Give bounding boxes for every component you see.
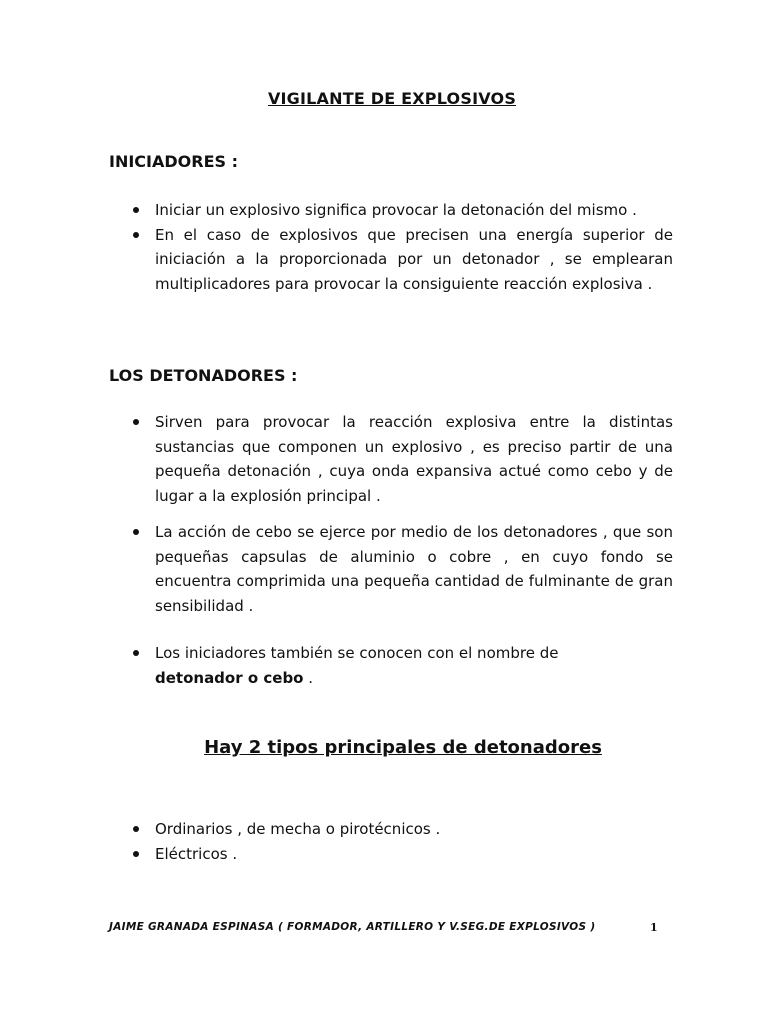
page-number: 1 [650,921,658,934]
bullet-icon [133,650,139,656]
list-item [127,641,673,690]
list-item [127,817,673,842]
list-detonadores-1 [127,410,673,508]
list-item-text: Eléctricos . [155,844,238,863]
heading-tipos: Hay 2 tipos principales de detonadores [204,737,602,758]
list-item-text: Los iniciadores también se conocen con el nombre de [155,644,559,662]
bullet-icon [133,232,139,238]
bullet-icon [133,419,139,425]
bullet-icon [133,826,139,832]
list-item-text: Iniciar un explosivo significa provocar la detonación del mismo . [155,201,637,219]
list-detonadores-2 [127,520,673,618]
document-title: VIGILANTE DE EXPLOSIVOS [267,89,517,108]
bullet-icon [133,207,139,213]
list-item-text: En el caso de explosivos que precisen una energía superior de iniciación a la proporcionada por un detonador , se emplearan multiplicadores para provocar la consiguiente reacción explosiva . [155,225,673,293]
list-item-end: . [303,668,314,687]
list-item [127,520,673,618]
list-item [127,410,673,508]
bold-term: detonador o cebo [155,668,304,687]
list-item [127,842,673,867]
list-item-text: Ordinarios , de mecha o pirotécnicos . [155,820,441,838]
footer-author: JAIME GRANADA ESPINASA ( FORMADOR, ARTILLERO Y V.SEG.DE EXPLOSIVOS ) [109,921,596,933]
list-item-text: Sirven para provocar la reacción explosiva entre la distintas sustancias que componen un explosivo , es preciso partir de una pequeña detonación , cuya onda expansiva actué como cebo y de lugar a la explosión principal . [155,413,673,505]
bullet-icon [133,851,139,857]
heading-detonadores: LOS DETONADORES : [109,366,298,385]
list-item [127,223,673,297]
list-tipos [127,817,673,866]
list-detonadores-3 [127,641,673,690]
heading-iniciadores: INICIADORES : [109,152,238,171]
list-iniciadores [127,198,673,296]
list-item [127,198,673,223]
bullet-icon [133,529,139,535]
list-item-text: La acción de cebo se ejerce por medio de los detonadores , que son pequeñas capsulas de aluminio o cobre , en cuyo fondo se encuentra comprimida una pequeña cantidad de fulminante de gran sensibilidad . [155,523,673,615]
